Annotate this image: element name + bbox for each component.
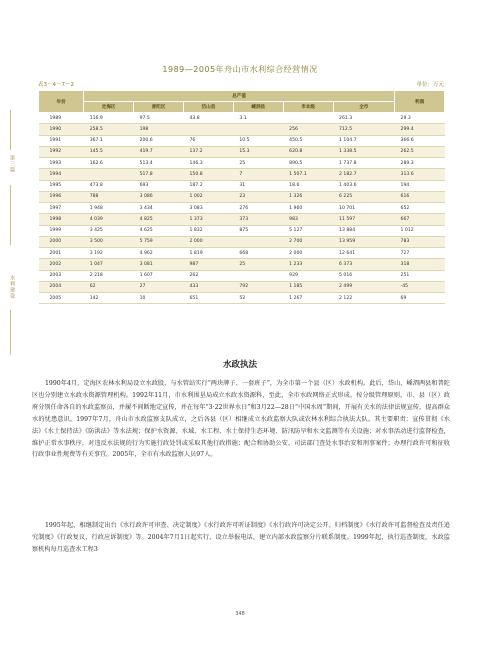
table-cell: 2 000 <box>283 248 333 259</box>
table-cell: 4 039 <box>84 214 134 225</box>
table-cell: 10 <box>134 293 184 304</box>
table-cell: 11 597 <box>333 214 394 225</box>
table-cell-year: 1990 <box>39 124 84 135</box>
table-row <box>39 259 445 270</box>
table-cell: 289.3 <box>395 158 445 169</box>
table-cell: 13 884 <box>333 225 394 236</box>
table-row <box>39 135 445 146</box>
table-row <box>39 248 445 259</box>
table-cell-year: 1998 <box>39 214 84 225</box>
table-number: 表3－4－7－2 <box>38 82 74 88</box>
table-cell: 6 225 <box>333 191 394 202</box>
table-cell: 783 <box>395 236 445 247</box>
table-cell: 3 083 <box>183 203 233 214</box>
table-cell: 450.5 <box>283 135 333 146</box>
table-cell <box>233 270 283 281</box>
table-cell: 1 233 <box>283 259 333 270</box>
table-cell-year: 2002 <box>39 259 84 270</box>
table-cell: 473.8 <box>84 180 134 191</box>
table-cell: 1 403.6 <box>333 180 394 191</box>
header-profit: 利润 <box>395 91 445 113</box>
table-cell: 4 962 <box>134 248 184 259</box>
table-cell: 1 338.5 <box>333 146 394 157</box>
table-cell: 3 500 <box>84 236 134 247</box>
header-daishan: 岱山县 <box>183 102 233 113</box>
table-cell: 3 086 <box>134 191 184 202</box>
table-cell: 146.3 <box>183 158 233 169</box>
table-cell: 651 <box>183 293 233 304</box>
table-cell: 890.5 <box>283 158 333 169</box>
table-cell: 2 182.7 <box>333 169 394 180</box>
table-cell: 3 434 <box>134 203 184 214</box>
table-cell: 788 <box>84 191 134 202</box>
table-cell: 875 <box>233 225 283 236</box>
table-row <box>39 214 445 225</box>
table-cell: 318 <box>395 259 445 270</box>
table-cell: 3 081 <box>134 259 184 270</box>
header-city-level: 市本级 <box>283 102 333 113</box>
table-cell: 1 002 <box>183 191 233 202</box>
table-cell: 366.6 <box>395 135 445 146</box>
table-cell: 6 373 <box>333 259 394 270</box>
table-row <box>39 203 445 214</box>
table-row <box>39 191 445 202</box>
table-cell: 150.8 <box>183 169 233 180</box>
table-cell: 1 012 <box>395 225 445 236</box>
table-row <box>39 270 445 281</box>
table-cell-year: 2000 <box>39 236 84 247</box>
table-cell: 76 <box>183 135 233 146</box>
table-cell: 5 127 <box>283 225 333 236</box>
table-cell: 261.3 <box>333 113 394 124</box>
table-cell-year: 2005 <box>39 293 84 304</box>
table-unit: 单位：万元 <box>416 82 444 88</box>
table-body <box>39 113 445 304</box>
body-paragraph: 1990年4月，定海区农林水利局设立水政股，与水管站实行“两块牌子、一套班子”，为全市第一个县（区）水政机构。此后，岱山、嵊泗两县和普陀区也分别建立水政水资源管理机构。1992年11月，市水利围垦局成立水政水资源科，至此，全市水政网络正式形成。按分级管理原则，市、县（区）政府分别任命各自的水政监察员，并履不间断地定宣传，并在每年“3·22世界水日”和3月22—28日“中国水周”期间，开展有关水的法律法规宣传，提高群众水的忧患意识。1997年7月，舟山市水政监察支队成立，之后各县（区）相继成立水政监察大队或农林水利综合执法大队。其主要职责：宣传贯彻《水法》《水土保持法》《防洪法》等水法规；保护水资源、水域、水工程、水土保持生态环境、防汛防旱和水文监测等有关设施；对水事活动进行监督检查，维护正常水事秩序，对违反水法规的行为实施行政处罚或采取其他行政措施；配合和协助公安、司法部门查处水事治安和刑事案件；办理行政许可和征收行政事业性规费等有关事宜。2005年，全市有水政监察人员97人。 <box>32 380 450 459</box>
side-section-label: 水利建设 <box>9 275 15 299</box>
table-cell: 367.1 <box>84 135 134 146</box>
table-cell: 25 <box>233 259 283 270</box>
table-cell: 15.3 <box>233 146 283 157</box>
table-row <box>39 281 445 292</box>
table-row <box>39 169 445 180</box>
table-cell: 3 425 <box>84 225 134 236</box>
table-cell: 162.6 <box>84 158 134 169</box>
table-cell <box>183 124 233 135</box>
table-row <box>39 158 445 169</box>
table-cell: 517.8 <box>134 169 184 180</box>
table-cell: 194 <box>395 180 445 191</box>
table-cell: 433 <box>183 281 233 292</box>
table-cell: 200.6 <box>134 135 184 146</box>
table-cell: 10.5 <box>233 135 283 146</box>
body-paragraph: 1995年起，相继制定出台《水行政许可审查、决定制度》《水行政许可听证制度》《水行政许可决定公开、归档制度》《水行政许可监督检查及责任追究制度》《行政复议、行政应诉制度》等。2004年7月1日起实行，设立举报电话，建立内部水政监察分片联系制度。1999年起，执行巡查制度，水政监察机构每月巡查水工程3 <box>32 522 450 553</box>
table-cell-year: 1999 <box>39 225 84 236</box>
side-chapter-label: 第三篇 <box>9 155 15 173</box>
table-cell: 693 <box>134 180 184 191</box>
table-cell: 276 <box>233 203 283 214</box>
table-cell: 52 <box>233 293 283 304</box>
table-cell: 1 819 <box>183 248 233 259</box>
header-year: 年份 <box>39 91 84 113</box>
table-cell: 616 <box>395 191 445 202</box>
table-cell: 4 625 <box>134 225 184 236</box>
table-cell: 2 000 <box>183 236 233 247</box>
table-cell: 251 <box>395 270 445 281</box>
table-cell: 513.4 <box>134 158 184 169</box>
table-cell-year: 2004 <box>39 281 84 292</box>
page-title: 1989—2005年舟山市水利综合经营情况 <box>162 65 318 74</box>
table-cell: 13 959 <box>333 236 394 247</box>
table-cell: 419.7 <box>134 146 184 157</box>
table-cell: 2 218 <box>84 270 134 281</box>
table-cell: 31 <box>233 180 283 191</box>
table-cell: 373 <box>233 214 283 225</box>
table-cell: 1 185 <box>283 281 333 292</box>
table-cell <box>283 113 333 124</box>
table-cell: 712.5 <box>333 124 394 135</box>
table-cell: 142 <box>84 293 134 304</box>
table-cell: 27 <box>134 281 184 292</box>
header-whole-city: 全市 <box>333 102 394 113</box>
table-cell: 12 641 <box>333 248 394 259</box>
table-row <box>39 236 445 247</box>
table-cell: 1 507.1 <box>283 169 333 180</box>
table-cell: 1 607 <box>134 270 184 281</box>
table-cell: 3 192 <box>84 248 134 259</box>
table-cell: 1 948 <box>84 203 134 214</box>
table-cell: 256 <box>283 124 333 135</box>
table-cell: 262.5 <box>395 146 445 157</box>
table-cell: 2 122 <box>333 293 394 304</box>
table-cell-year: 1994 <box>39 169 84 180</box>
side-decoration-line <box>10 310 11 355</box>
table-cell: 1 373 <box>183 214 233 225</box>
table-cell: 258.5 <box>84 124 134 135</box>
side-decoration-line <box>10 185 11 245</box>
header-total-output: 总产值 <box>84 91 395 102</box>
table-cell: 7 <box>233 169 283 180</box>
table-cell: 2 499 <box>333 281 394 292</box>
table-cell: 62 <box>84 281 134 292</box>
table-cell: 18.6 <box>283 180 333 191</box>
table-cell: 792 <box>233 281 283 292</box>
table-cell: 652 <box>395 203 445 214</box>
table-cell: 5 759 <box>134 236 184 247</box>
table-cell: 145.5 <box>84 146 134 157</box>
table-cell: 727 <box>395 248 445 259</box>
table-cell: 299.4 <box>395 124 445 135</box>
table-cell: 43.8 <box>183 113 233 124</box>
table-cell: 1 047 <box>84 259 134 270</box>
table-row <box>39 146 445 157</box>
side-decoration-line <box>10 110 11 150</box>
statistics-table <box>38 90 445 304</box>
table-cell: 25 <box>233 158 283 169</box>
table-cell: 620.8 <box>283 146 333 157</box>
table-cell: 97.5 <box>134 113 184 124</box>
table-cell-year: 1996 <box>39 191 84 202</box>
table-cell: 1 737.8 <box>333 158 394 169</box>
table-cell: 116.9 <box>84 113 134 124</box>
table-row <box>39 225 445 236</box>
table-cell: 187.2 <box>183 180 233 191</box>
table-row <box>39 113 445 124</box>
table-row <box>39 124 445 135</box>
table-cell: 198 <box>134 124 184 135</box>
table-cell: 987 <box>183 259 233 270</box>
table-cell <box>84 169 134 180</box>
table-cell-year: 2003 <box>39 270 84 281</box>
table-cell-year: 1993 <box>39 158 84 169</box>
table-cell: 10 701 <box>333 203 394 214</box>
table-cell: 2 700 <box>283 236 333 247</box>
table-row <box>39 180 445 191</box>
table-cell: 983 <box>283 214 333 225</box>
page-number: 348 <box>235 611 245 617</box>
table-cell-year: 1997 <box>39 203 84 214</box>
table-cell: 929 <box>283 270 333 281</box>
table-cell: 313.6 <box>395 169 445 180</box>
table-cell: 1 326 <box>283 191 333 202</box>
header-putuo: 普陀区 <box>134 102 184 113</box>
table-cell: 1 267 <box>283 293 333 304</box>
table-cell: 1 104.7 <box>333 135 394 146</box>
table-cell: -45 <box>395 281 445 292</box>
table-cell: 4 825 <box>134 214 184 225</box>
table-cell-year: 1995 <box>39 180 84 191</box>
table-cell: 1 832 <box>183 225 233 236</box>
table-cell-year: 1992 <box>39 146 84 157</box>
table-row <box>39 293 445 304</box>
table-cell-year: 1991 <box>39 135 84 146</box>
table-cell-year: 2001 <box>39 248 84 259</box>
table-cell: 29.3 <box>395 113 445 124</box>
table-cell: 1 960 <box>283 203 333 214</box>
header-shengsi: 嵊泗县 <box>233 102 283 113</box>
table-cell: 69 <box>395 293 445 304</box>
table-cell: 3.1 <box>233 113 283 124</box>
table-cell <box>233 124 283 135</box>
section-heading: 水政执法 <box>222 360 257 370</box>
header-dinghai: 定海区 <box>84 102 134 113</box>
table-cell: 667 <box>395 214 445 225</box>
table-cell: 5 016 <box>333 270 394 281</box>
table-cell: 668 <box>233 248 283 259</box>
table-cell: 137.2 <box>183 146 233 157</box>
table-cell: 23 <box>233 191 283 202</box>
table-cell: 262 <box>183 270 233 281</box>
table-cell <box>233 236 283 247</box>
table-cell-year: 1989 <box>39 113 84 124</box>
